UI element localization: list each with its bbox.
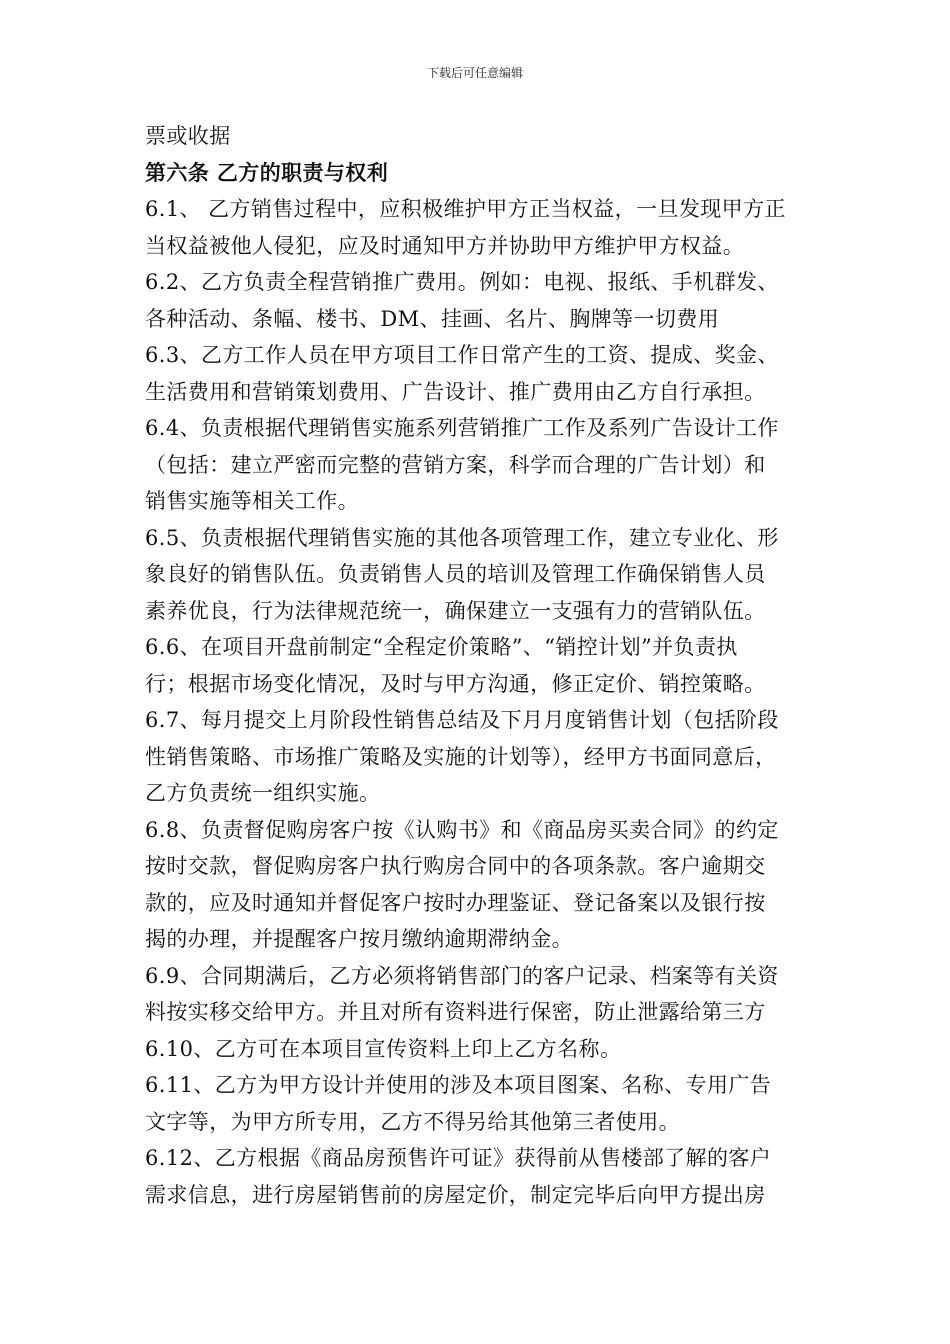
clause-6-4-line-3: 销售实施等相关工作。 bbox=[145, 489, 359, 513]
text-line: 票或收据 bbox=[145, 124, 231, 148]
clause-6-4-line-1: 6.4、负责根据代理销售实施系列营销推广工作及系列广告设计工作 bbox=[145, 416, 779, 440]
clause-6-1-line-2: 当权益被他人侵犯，应及时通知甲方并协助甲方维护甲方权益。 bbox=[145, 233, 745, 258]
clause-6-12-line-2: 需求信息，进行房屋销售前的房屋定价，制定完毕后向甲方提出房 bbox=[145, 1182, 766, 1207]
clause-6-11-line-2: 文字等，为甲方所专用，乙方不得另给其他第三者使用。 bbox=[145, 1109, 680, 1134]
section-heading: 第六条 乙方的职责与权利 bbox=[145, 159, 389, 185]
clause-6-12-line-1: 6.12、乙方根据《商品房预售许可证》获得前从售楼部了解的客户 bbox=[145, 1146, 772, 1170]
clause-6-7-line-3: 乙方负责统一组织实施。 bbox=[145, 781, 381, 805]
clause-6-11-line-1: 6.11、乙方为甲方设计并使用的涉及本项目图案、名称、专用广告 bbox=[145, 1073, 772, 1097]
clause-6-10-line-1: 6.10、乙方可在本项目宣传资料上印上乙方名称。 bbox=[145, 1036, 622, 1061]
clause-6-8-line-4: 揭的办理，并提醒客户按月缴纳逾期滞纳金。 bbox=[145, 927, 573, 951]
clause-6-7-line-1: 6.7、每月提交上月阶段性销售总结及下月月度销售计划（包括阶段 bbox=[145, 708, 779, 732]
clause-6-8-line-3: 款的，应及时通知并督促客户按时办理鉴证、登记备案以及银行按 bbox=[145, 890, 766, 915]
clause-6-8-line-2: 按时交款，督促购房客户执行购房合同中的各项条款。客户逾期交 bbox=[145, 854, 766, 878]
clause-6-8-line-1: 6.8、负责督促购房客户按《认购书》和《商品房买卖合同》的约定 bbox=[145, 817, 779, 842]
clause-6-2-line-2: 各种活动、条幅、楼书、DM、挂画、名片、胸牌等一切费用 bbox=[145, 306, 720, 331]
clause-6-4-line-2: （包括：建立严密而完整的营销方案，科学而合理的广告计划）和 bbox=[145, 452, 766, 477]
clause-6-7-line-2: 性销售策略、市场推广策略及实施的计划等），经甲方书面同意后， bbox=[145, 744, 777, 769]
clause-6-6-line-1: 6.6、在项目开盘前制定“全程定价策略”、“销控计划”并负责执 bbox=[145, 635, 738, 659]
clause-6-3-line-1: 6.3、乙方工作人员在甲方项目工作日常产生的工资、提成、奖金、 bbox=[145, 343, 779, 367]
clause-6-5-line-3: 素养优良，行为法律规范统一，确保建立一支强有力的营销队伍。 bbox=[145, 598, 766, 623]
clause-6-2-line-1: 6.2、乙方负责全程营销推广费用。例如：电视、报纸、手机群发、 bbox=[145, 270, 779, 294]
page-header: 下载后可任意编辑 bbox=[426, 66, 523, 80]
clause-6-9-line-2: 料按实移交给甲方。并且对所有资料进行保密，防止泄露给第三方 bbox=[145, 1000, 766, 1024]
clause-6-3-line-2: 生活费用和营销策划费用、广告设计、推广费用由乙方自行承担。 bbox=[145, 379, 766, 404]
clause-6-5-line-2: 象良好的销售队伍。负责销售人员的培训及管理工作确保销售人员 bbox=[145, 562, 766, 586]
clause-6-6-line-2: 行；根据市场变化情况，及时与甲方沟通，修正定价、销控策略。 bbox=[145, 671, 766, 696]
clause-6-1-line-1: 6.1、 乙方销售过程中，应积极维护甲方正当权益，一旦发现甲方正 bbox=[145, 197, 786, 221]
clause-6-5-line-1: 6.5、负责根据代理销售实施的其他各项管理工作，建立专业化、形 bbox=[145, 525, 779, 550]
clause-6-9-line-1: 6.9、合同期满后，乙方必须将销售部门的客户记录、档案等有关资 bbox=[145, 963, 779, 988]
document-body bbox=[145, 118, 811, 1213]
